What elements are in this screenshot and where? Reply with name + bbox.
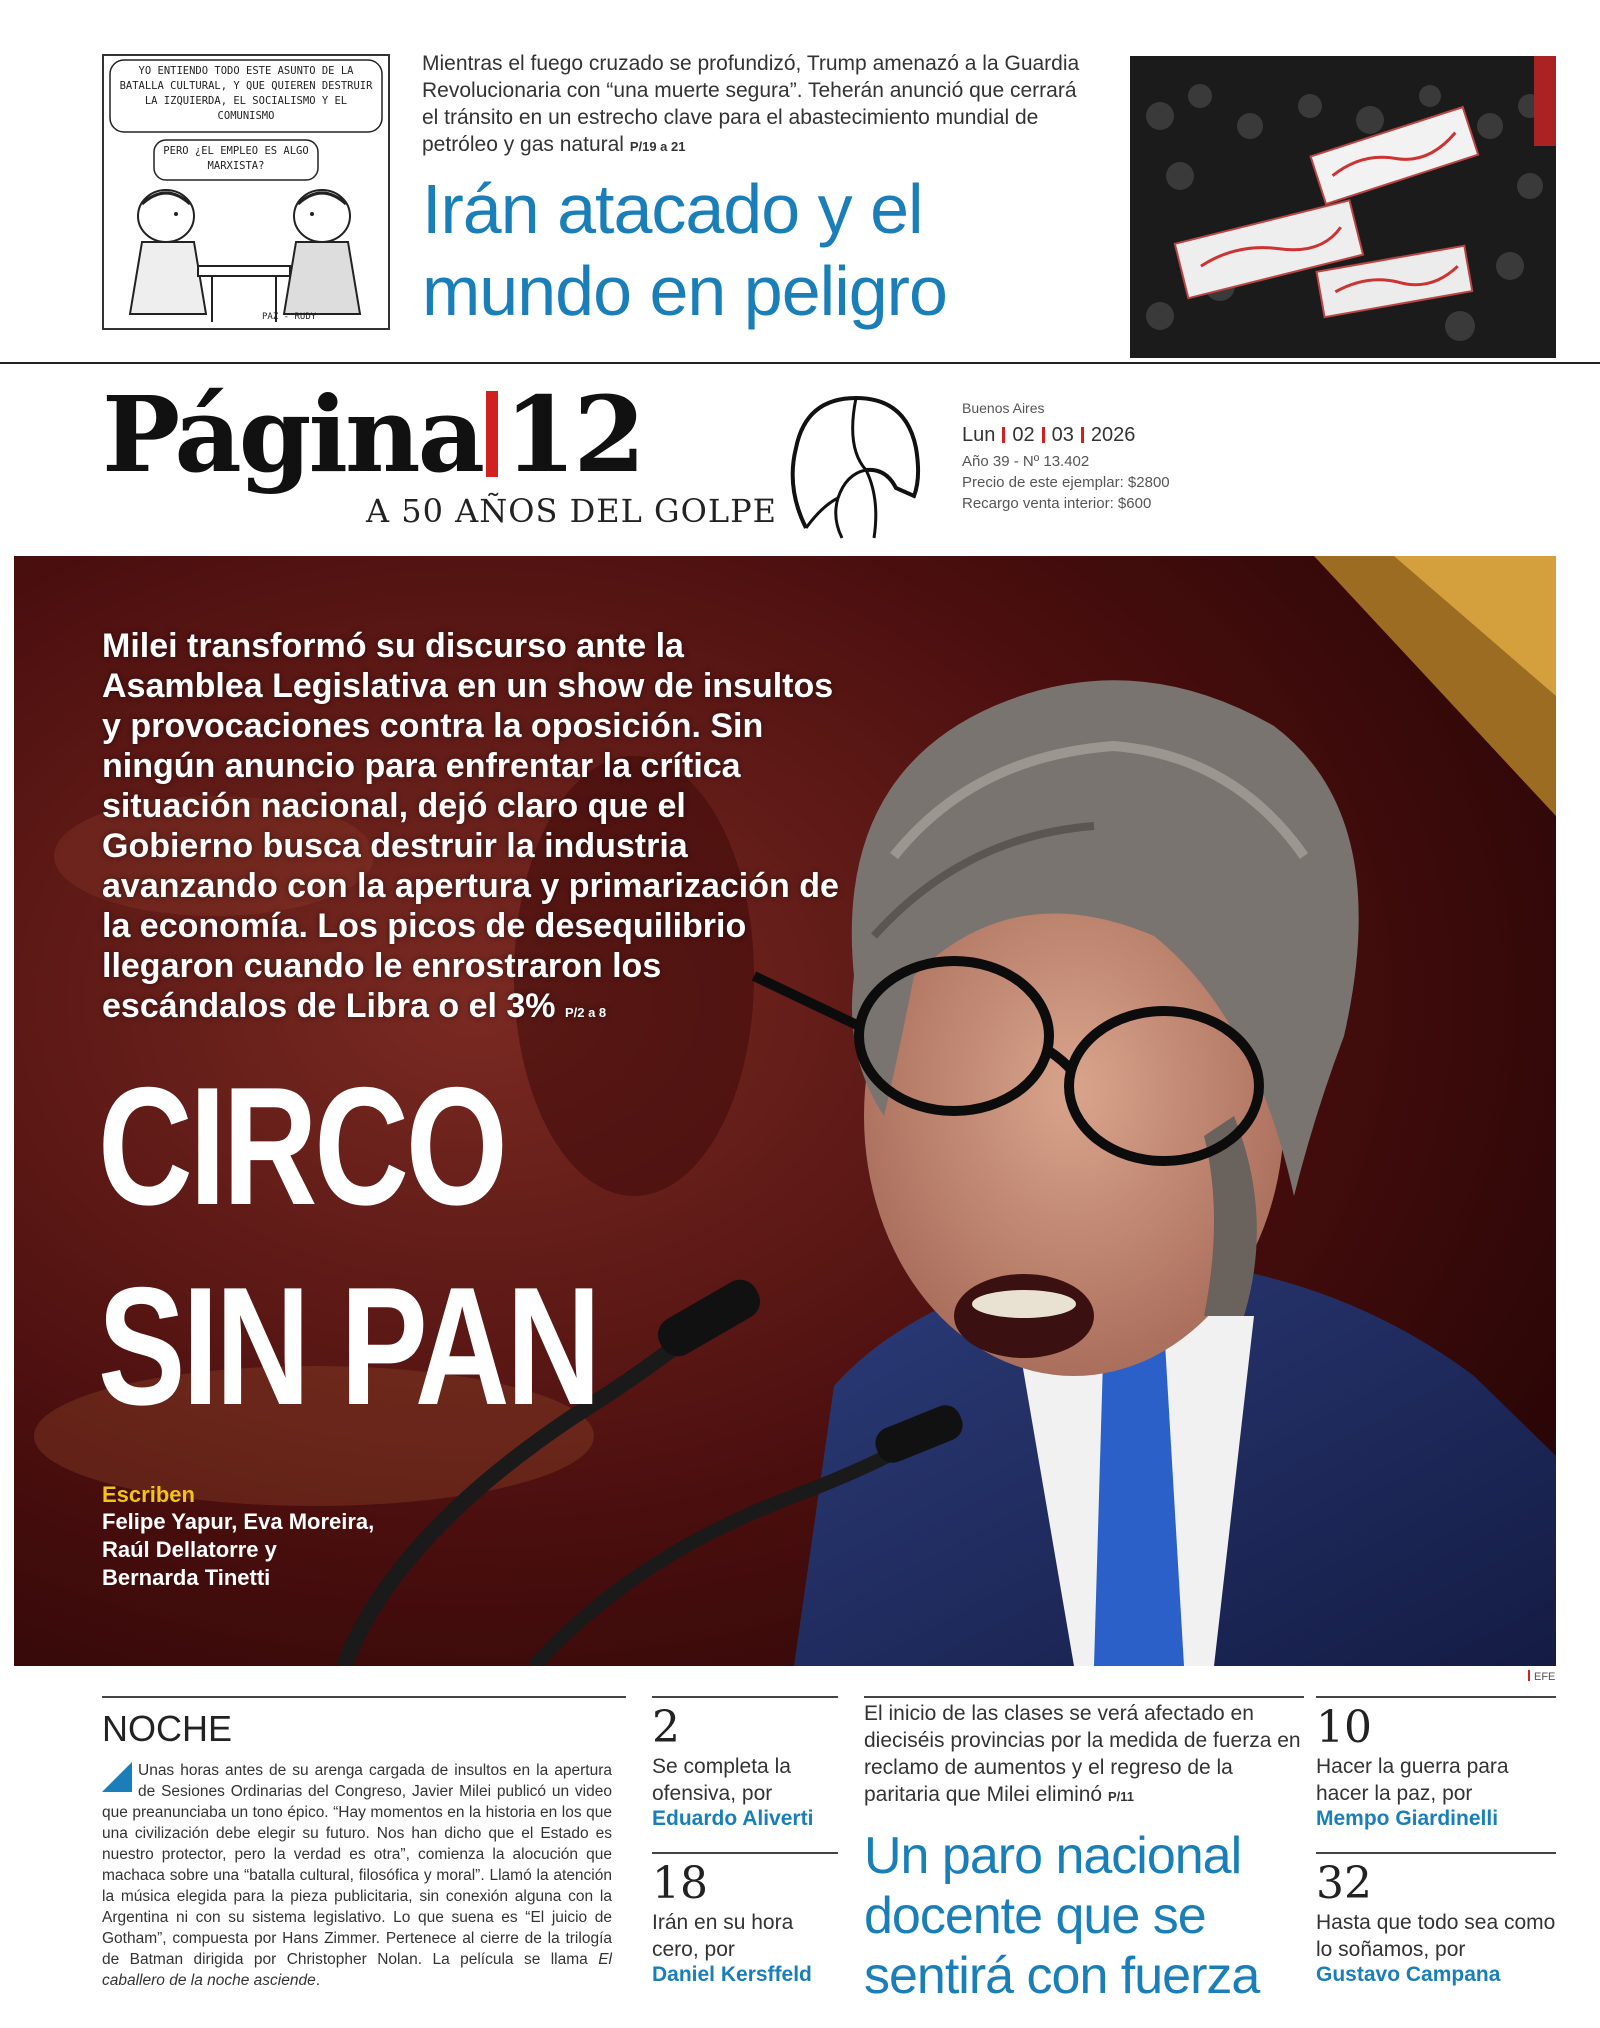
pagina12-logo[interactable] bbox=[102, 373, 722, 496]
index-author: Mempo Giardinelli bbox=[1316, 1807, 1499, 1830]
index-rule-3 bbox=[1316, 1696, 1556, 1698]
noche-triangle-icon bbox=[102, 1762, 132, 1792]
iran-teaser-body: Mientras el fuego cruzado se profundizó, Trump amenazó a la Guardia Revolucionaria con “una muerte segura”. Teherán anunció que cerrará el tránsito en un estrecho clave para el abastecimiento mundial de petróleo y gas natural bbox=[422, 52, 1080, 156]
writers-line-1: Felipe Yapur, Eva Moreira, bbox=[102, 1509, 375, 1534]
writers-list bbox=[102, 1508, 442, 1592]
index-item[interactable] bbox=[652, 1702, 838, 1831]
index-author: Eduardo Aliverti bbox=[652, 1807, 814, 1830]
issue-info bbox=[962, 398, 1222, 514]
index-summary: Hasta que todo sea como lo soñamos, por bbox=[1316, 1911, 1556, 1961]
noche-text: Unas horas antes de su arenga cargada de insultos en la apertura de Sesiones Ordinarias del Congreso, Javier Milei publicó un video que preanunciaba un tono épico. “Hay momentos en la historia en los que una civilización debe elegir su futuro. Nos han dicho que el Estado es nuestro protector, pero la verdad es otra”, comienza la alocución que machaca sobre una “batalla cultural, filosófica y moral”. Llamó la atención la música elegida para la pieza publicitaria, sin conexión alguna con la Argentina ni con su sistema legislativo. Lo que suena es “El juicio de Gotham”, compuesta por Hans Zimmer. Pertenece al cierre de la trilogía de Batman dirigida por Christopher Nolan. La película se llama bbox=[102, 1762, 612, 1968]
writers-line-2: Raúl Dellatorre y bbox=[102, 1537, 277, 1562]
paro-page-ref: P/11 bbox=[1107, 1789, 1134, 1804]
top-divider bbox=[0, 362, 1600, 364]
index-item[interactable] bbox=[652, 1858, 838, 1987]
logo-red-bar bbox=[486, 391, 498, 477]
logo-word: Página bbox=[102, 373, 483, 496]
hero-lead-text: Milei transformó su discurso ante la Asamblea Legislativa en un show de insultos y provocaciones contra la oposición. Sin ningún anuncio para enfrentar la crítica situación nacional, dejó claro que el Gobierno busca destruir la industria avanzando con la apertura y primarización de la economía. Los picos de desequilibrio llegaron cuando le enrostraron los escándalos de Libra o el 3% bbox=[102, 627, 839, 1025]
paro-rule bbox=[864, 1696, 1304, 1698]
index-page-number: 32 bbox=[1316, 1858, 1372, 1909]
noche-end: . bbox=[315, 1972, 321, 1989]
index-author: Daniel Kersffeld bbox=[652, 1963, 812, 1986]
index-item[interactable] bbox=[1316, 1702, 1556, 1831]
index-summary: Hacer la guerra para hacer la paz, por bbox=[1316, 1755, 1509, 1805]
cartoon-bubble-2: PERO ¿EL EMPLEO ES ALGO MARXISTA? bbox=[163, 145, 309, 172]
index-summary: Se completa la ofensiva, por bbox=[652, 1755, 791, 1805]
hero-story[interactable] bbox=[14, 556, 1556, 1666]
index-page-number: 18 bbox=[652, 1858, 708, 1909]
masthead-tagline: A 50 AÑOS DEL GOLPE bbox=[366, 492, 777, 530]
date-y: 2026 bbox=[1090, 424, 1136, 446]
index-author: Gustavo Campana bbox=[1316, 1963, 1501, 1986]
cartoon bbox=[102, 54, 390, 330]
cartoon-bubble-1: YO ENTIENDO TODO ESTE ASUNTO DE LA BATALLA CULTURAL, Y QUE QUIEREN DESTRUIR LA IZQUIERDA, EL SOCIALISMO Y EL COMUNISMO bbox=[119, 65, 373, 122]
paro-teaser-text bbox=[864, 1700, 1304, 1810]
hero-lead bbox=[102, 626, 842, 1033]
date-m: 03 bbox=[1051, 424, 1074, 446]
noche-title: NOCHE bbox=[102, 1708, 233, 1749]
date-day: Lun bbox=[962, 424, 996, 446]
issue-price: Precio de este ejemplar: $2800 bbox=[962, 474, 1170, 491]
hero-headline[interactable] bbox=[98, 1046, 644, 1446]
index-rule-4 bbox=[1316, 1852, 1556, 1854]
logo-number: 12 bbox=[504, 373, 643, 496]
noche-body bbox=[102, 1760, 612, 1991]
hero-headline-line-1: CIRCO bbox=[98, 1052, 505, 1240]
index-rule-2 bbox=[652, 1852, 838, 1854]
index-item[interactable] bbox=[1316, 1858, 1556, 1987]
index-page-number: 2 bbox=[652, 1702, 680, 1753]
index-summary: Irán en su hora cero, por bbox=[652, 1911, 794, 1961]
issue-date bbox=[962, 419, 1222, 451]
cartoon-signature: PAZ - RUDY bbox=[262, 312, 317, 322]
issue-number: Año 39 - Nº 13.402 bbox=[962, 453, 1090, 470]
iran-page-ref: P/19 a 21 bbox=[629, 139, 686, 154]
noche-italic: El caballero de la noche asciende bbox=[102, 1951, 612, 1989]
index-rule-1 bbox=[652, 1696, 838, 1698]
noche-rule bbox=[102, 1696, 626, 1698]
writers-label: Escriben bbox=[102, 1482, 195, 1507]
hero-headline-line-2: SIN PAN bbox=[98, 1252, 598, 1440]
iran-headline[interactable]: Irán atacado y el mundo en peligro bbox=[422, 170, 947, 330]
iran-teaser-text bbox=[422, 50, 1082, 160]
iran-funeral-photo bbox=[1130, 56, 1556, 358]
city-label: Buenos Aires bbox=[962, 400, 1045, 416]
index-page-number: 10 bbox=[1316, 1702, 1372, 1753]
date-d: 02 bbox=[1012, 424, 1035, 446]
white-scarf-icon bbox=[746, 378, 946, 548]
issue-surcharge: Recargo venta interior: $600 bbox=[962, 495, 1152, 512]
hero-page-ref: P/2 a 8 bbox=[564, 1005, 607, 1020]
paro-headline[interactable]: Un paro nacional docente que se sentirá con fuerza bbox=[864, 1827, 1260, 2005]
paro-body: El inicio de las clases se verá afectado en dieciséis provincias por la medida de fuerza en reclamo de aumentos y el regreso de la paritaria que Milei eliminó bbox=[864, 1702, 1301, 1806]
writers-line-3: Bernarda Tinetti bbox=[102, 1565, 271, 1590]
photo-credit-text: EFE bbox=[1534, 1671, 1556, 1683]
photo-credit bbox=[1528, 1670, 1555, 1683]
